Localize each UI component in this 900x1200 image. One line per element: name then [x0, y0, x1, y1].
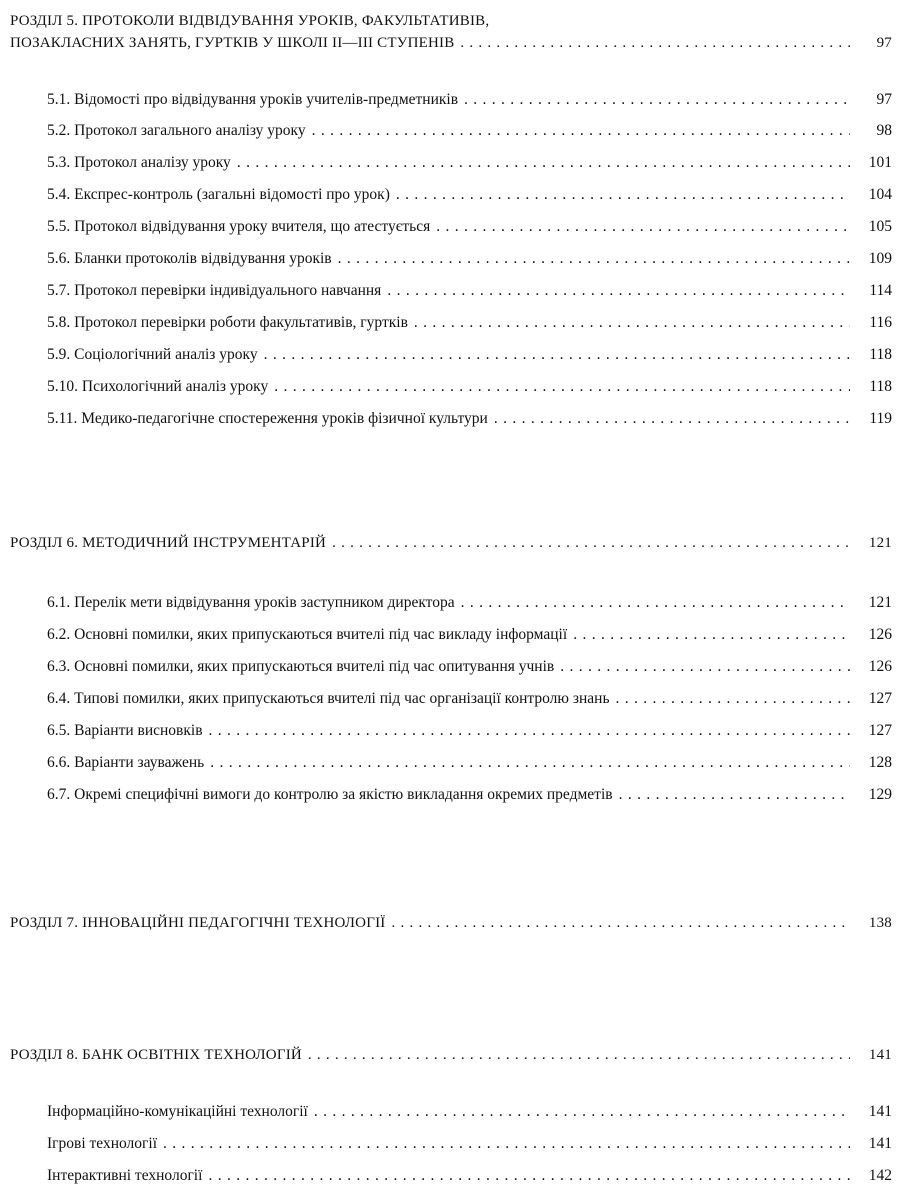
- toc-entry: [47, 280, 892, 302]
- toc-entry-title: 6.3. Основні помилки, яких припускаються вчителі під час опитування учнів: [47, 658, 555, 675]
- toc-entry-page: 118: [869, 346, 892, 363]
- toc-entry: [47, 624, 892, 646]
- toc-entry-page: 119: [869, 410, 892, 427]
- section-8-title: РОЗДІЛ 8. БАНК ОСВІТНІХ ТЕХНОЛОГІЙ: [10, 1047, 302, 1063]
- toc-entry: [47, 408, 892, 430]
- dot-leader: [461, 592, 850, 614]
- toc-entry-page: 109: [868, 250, 892, 267]
- toc-entry: [47, 376, 892, 398]
- section-5-heading: [10, 32, 892, 54]
- dot-leader: [332, 532, 850, 554]
- toc-entry-page: 126: [868, 626, 892, 643]
- section-7-heading: [10, 912, 892, 934]
- section-8-page: 141: [868, 1047, 892, 1063]
- toc-entry-page: 141: [868, 1135, 892, 1152]
- dot-leader: [560, 656, 850, 678]
- toc-entry: [47, 89, 892, 111]
- section-5-title-line1: РОЗДІЛ 5. ПРОТОКОЛИ ВІДВІДУВАННЯ УРОКІВ, ФАКУЛЬТАТИВІВ,: [10, 13, 490, 29]
- toc-entry: [47, 784, 892, 806]
- toc-entry-page: 126: [868, 658, 892, 675]
- toc-entry-title: Інформаційно-комунікаційні технології: [47, 1103, 308, 1120]
- toc-entry-title: 6.1. Перелік мети відвідування уроків заступником директора: [47, 594, 455, 611]
- toc-entry-title: 5.2. Протокол загального аналізу уроку: [47, 122, 306, 139]
- dot-leader: [237, 152, 850, 174]
- toc-entry-page: 97: [876, 91, 892, 108]
- toc-entry: [47, 312, 892, 334]
- toc-entry-page: 121: [868, 594, 892, 611]
- section-6-heading: [10, 532, 892, 554]
- toc-entry-title: 6.5. Варіанти висновків: [47, 722, 203, 739]
- dot-leader: [208, 1165, 850, 1187]
- toc-entry-title: 5.5. Протокол відвідування уроку вчителя, що атестується: [47, 218, 431, 235]
- toc-entry-page: 116: [869, 314, 892, 331]
- section-6-title: РОЗДІЛ 6. МЕТОДИЧНИЙ ІНСТРУМЕНТАРІЙ: [10, 535, 327, 551]
- dot-leader: [616, 688, 850, 710]
- toc-entry: [47, 720, 892, 742]
- dot-leader: [387, 280, 850, 302]
- dot-leader: [274, 376, 850, 398]
- toc-entry-title: 6.4. Типові помилки, яких припускаються вчителі під час організації контролю знань: [47, 690, 610, 707]
- toc-entry: [47, 216, 892, 238]
- dot-leader: [619, 784, 850, 806]
- toc-entry-page: 127: [868, 722, 892, 739]
- dot-leader: [210, 752, 850, 774]
- dot-leader: [163, 1133, 850, 1155]
- toc-entry-title: 5.10. Психологічний аналіз уроку: [47, 378, 269, 395]
- toc-entry-page: 114: [869, 282, 892, 299]
- toc-entry-page: 98: [876, 122, 892, 139]
- section-5-page: 97: [876, 35, 892, 51]
- toc-entry: [47, 752, 892, 774]
- toc-entry-page: 142: [868, 1167, 892, 1184]
- dot-leader: [396, 184, 850, 206]
- toc-entry: [47, 152, 892, 174]
- dot-leader: [494, 408, 850, 430]
- dot-leader: [414, 312, 850, 334]
- toc-entry: [47, 1101, 892, 1123]
- toc-entry-title: 5.6. Бланки протоколів відвідування уроків: [47, 250, 332, 267]
- toc-entry: [47, 656, 892, 678]
- dot-leader: [464, 89, 850, 111]
- toc-entry-title: 5.3. Протокол аналізу уроку: [47, 154, 231, 171]
- toc-entry-page: 128: [868, 754, 892, 771]
- section-7-page: 138: [868, 915, 892, 931]
- toc-entry-title: 5.7. Протокол перевірки індивідуального навчання: [47, 282, 382, 299]
- dot-leader: [338, 248, 850, 270]
- toc-entry-title: 6.6. Варіанти зауважень: [47, 754, 205, 771]
- toc-entry-title: 5.9. Соціологічний аналіз уроку: [47, 346, 258, 363]
- toc-entry-page: 101: [868, 154, 892, 171]
- toc-entry-page: 129: [868, 786, 892, 803]
- toc-entry: [47, 1165, 892, 1187]
- toc-entry-page: 118: [869, 378, 892, 395]
- toc-entry-page: 141: [868, 1103, 892, 1120]
- toc-entry: [47, 344, 892, 366]
- section-7-title: РОЗДІЛ 7. ІННОВАЦІЙНІ ПЕДАГОГІЧНІ ТЕХНОЛОГІЇ: [10, 915, 386, 931]
- dot-leader: [314, 1101, 850, 1123]
- toc-entry-title: 6.7. Окремі специфічні вимоги до контролю за якістю викладання окремих предметів: [47, 786, 613, 803]
- toc-entry: [47, 592, 892, 614]
- dot-leader: [460, 32, 850, 54]
- toc-entry: [47, 1133, 892, 1155]
- dot-leader: [264, 344, 850, 366]
- toc-entry-title: Інтерактивні технології: [47, 1167, 203, 1184]
- toc-entry-title: 5.8. Протокол перевірки роботи факультативів, гуртків: [47, 314, 408, 331]
- toc-entry: [47, 688, 892, 710]
- toc-entry-page: 104: [868, 186, 892, 203]
- toc-entry-title: 6.2. Основні помилки, яких припускаються вчителі під час викладу інформації: [47, 626, 568, 643]
- dot-leader: [391, 912, 850, 934]
- dot-leader: [436, 216, 850, 238]
- dot-leader: [209, 720, 850, 742]
- dot-leader: [312, 120, 850, 142]
- toc-entry-title: 5.11. Медико-педагогічне спостереження уроків фізичної культури: [47, 410, 488, 427]
- toc-entry-page: 127: [868, 690, 892, 707]
- toc-entry-title: Ігрові технології: [47, 1135, 158, 1152]
- toc-entry: [47, 120, 892, 142]
- section-5-title-line2: ПОЗАКЛАСНИХ ЗАНЯТЬ, ГУРТКІВ У ШКОЛІ ІІ—ІІІ СТУПЕНІВ: [10, 35, 455, 51]
- toc-entry: [47, 184, 892, 206]
- toc-entry-page: 105: [868, 218, 892, 235]
- toc-entry-title: 5.4. Експрес-контроль (загальні відомості про урок): [47, 186, 390, 203]
- dot-leader: [573, 624, 850, 646]
- dot-leader: [308, 1044, 850, 1066]
- toc-entry-title: 5.1. Відомості про відвідування уроків учителів-предметників: [47, 91, 459, 108]
- toc-entry: [47, 248, 892, 270]
- section-6-page: 121: [868, 535, 892, 551]
- section-8-heading: [10, 1044, 892, 1066]
